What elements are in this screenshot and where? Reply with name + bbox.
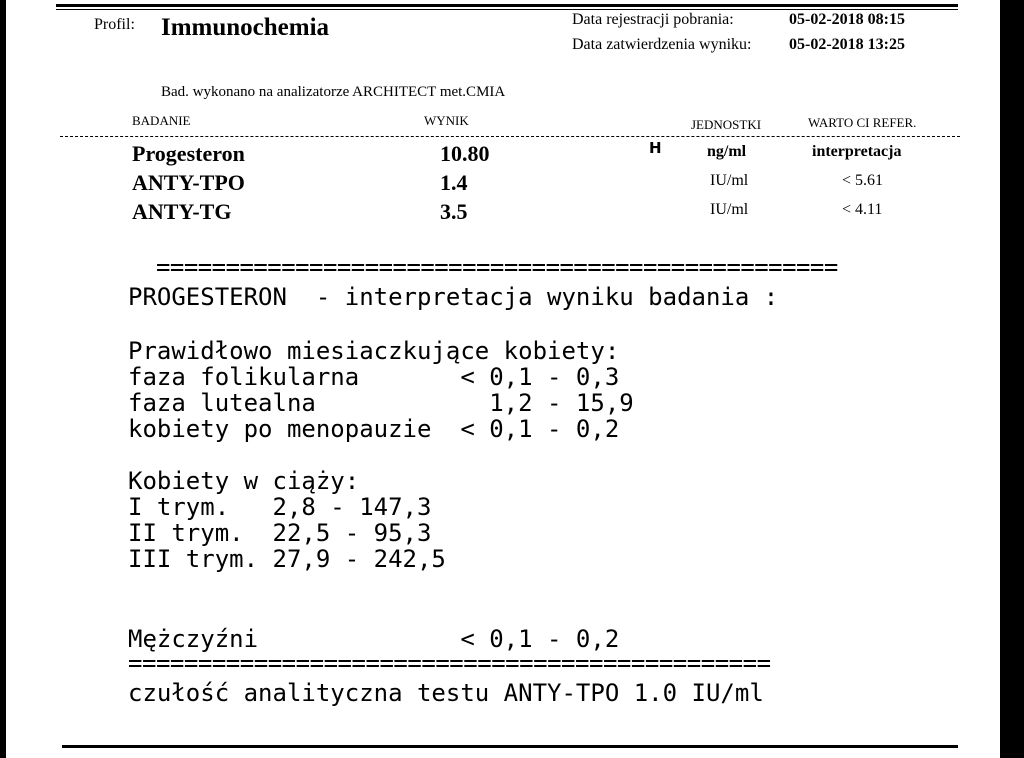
range-men: Mężczyźni < 0,1 - 0,2 xyxy=(128,625,620,653)
column-header-result: WYNIK xyxy=(424,113,469,128)
result-name-anty-tpo: ANTY-TPO xyxy=(132,170,245,195)
analytical-sensitivity-note: czułość analityczna testu ANTY-TPO 1.0 IU/ml xyxy=(128,679,764,707)
result-name-anty-tg: ANTY-TG xyxy=(132,199,232,224)
result-value-anty-tg: 3.5 xyxy=(440,199,468,224)
range-postmenopausal: kobiety po menopauzie < 0,1 - 0,2 xyxy=(128,415,620,443)
result-value-anty-tpo: 1.4 xyxy=(440,170,468,195)
collection-date-value: 05-02-2018 08:15 xyxy=(789,11,905,28)
range-luteal-phase: faza lutealna 1,2 - 15,9 xyxy=(128,389,634,417)
column-header-reference: WARTO CI REFER. xyxy=(808,115,917,130)
result-ref-progesteron: interpretacja xyxy=(812,143,902,160)
approval-date-value: 05-02-2018 13:25 xyxy=(789,36,905,53)
profile-label: Profil: xyxy=(94,16,135,33)
result-ref-anty-tg: < 4.11 xyxy=(842,201,883,218)
interpretation-group-menstruating: Prawidłowo miesiaczkujące kobiety: xyxy=(128,337,620,365)
result-ref-anty-tpo: < 5.61 xyxy=(842,172,884,189)
column-header-units: JEDNOSTKI xyxy=(691,117,762,132)
top-border-line-thin xyxy=(56,9,958,10)
range-trimester-2: II trym. 22,5 - 95,3 xyxy=(128,519,432,547)
interpretation-group-pregnant: Kobiety w ciąży: xyxy=(128,467,360,495)
interpretation-separator-bottom: ============================================== xyxy=(128,649,771,677)
range-follicular-phase: faza folikularna < 0,1 - 0,3 xyxy=(128,363,620,391)
header-dashed-divider xyxy=(60,136,960,137)
analyzer-note: Bad. wykonano na analizatorze ARCHITECT met.CMIA xyxy=(161,84,506,100)
column-header-test: BADANIE xyxy=(132,113,191,128)
range-trimester-1: I trym. 2,8 - 147,3 xyxy=(128,493,432,521)
result-flag-progesteron: H xyxy=(649,139,662,157)
result-unit-anty-tg: IU/ml xyxy=(710,201,749,218)
collection-date-label: Data rejestracji pobrania: xyxy=(572,11,734,28)
result-value-progesteron: 10.80 xyxy=(440,141,490,166)
approval-date-label: Data zatwierdzenia wyniku: xyxy=(572,36,752,53)
bottom-border-line xyxy=(62,745,958,748)
result-unit-progesteron: ng/ml xyxy=(707,143,747,160)
profile-name: Immunochemia xyxy=(161,14,330,41)
interpretation-separator-top: ================================================= xyxy=(156,253,838,281)
top-border-line xyxy=(56,4,958,7)
range-trimester-3: III trym. 27,9 - 242,5 xyxy=(128,545,446,573)
result-name-progesteron: Progesteron xyxy=(132,141,245,166)
result-unit-anty-tpo: IU/ml xyxy=(710,172,749,189)
interpretation-title: PROGESTERON - interpretacja wyniku badania : xyxy=(128,283,779,311)
lab-report-page xyxy=(6,0,1000,758)
